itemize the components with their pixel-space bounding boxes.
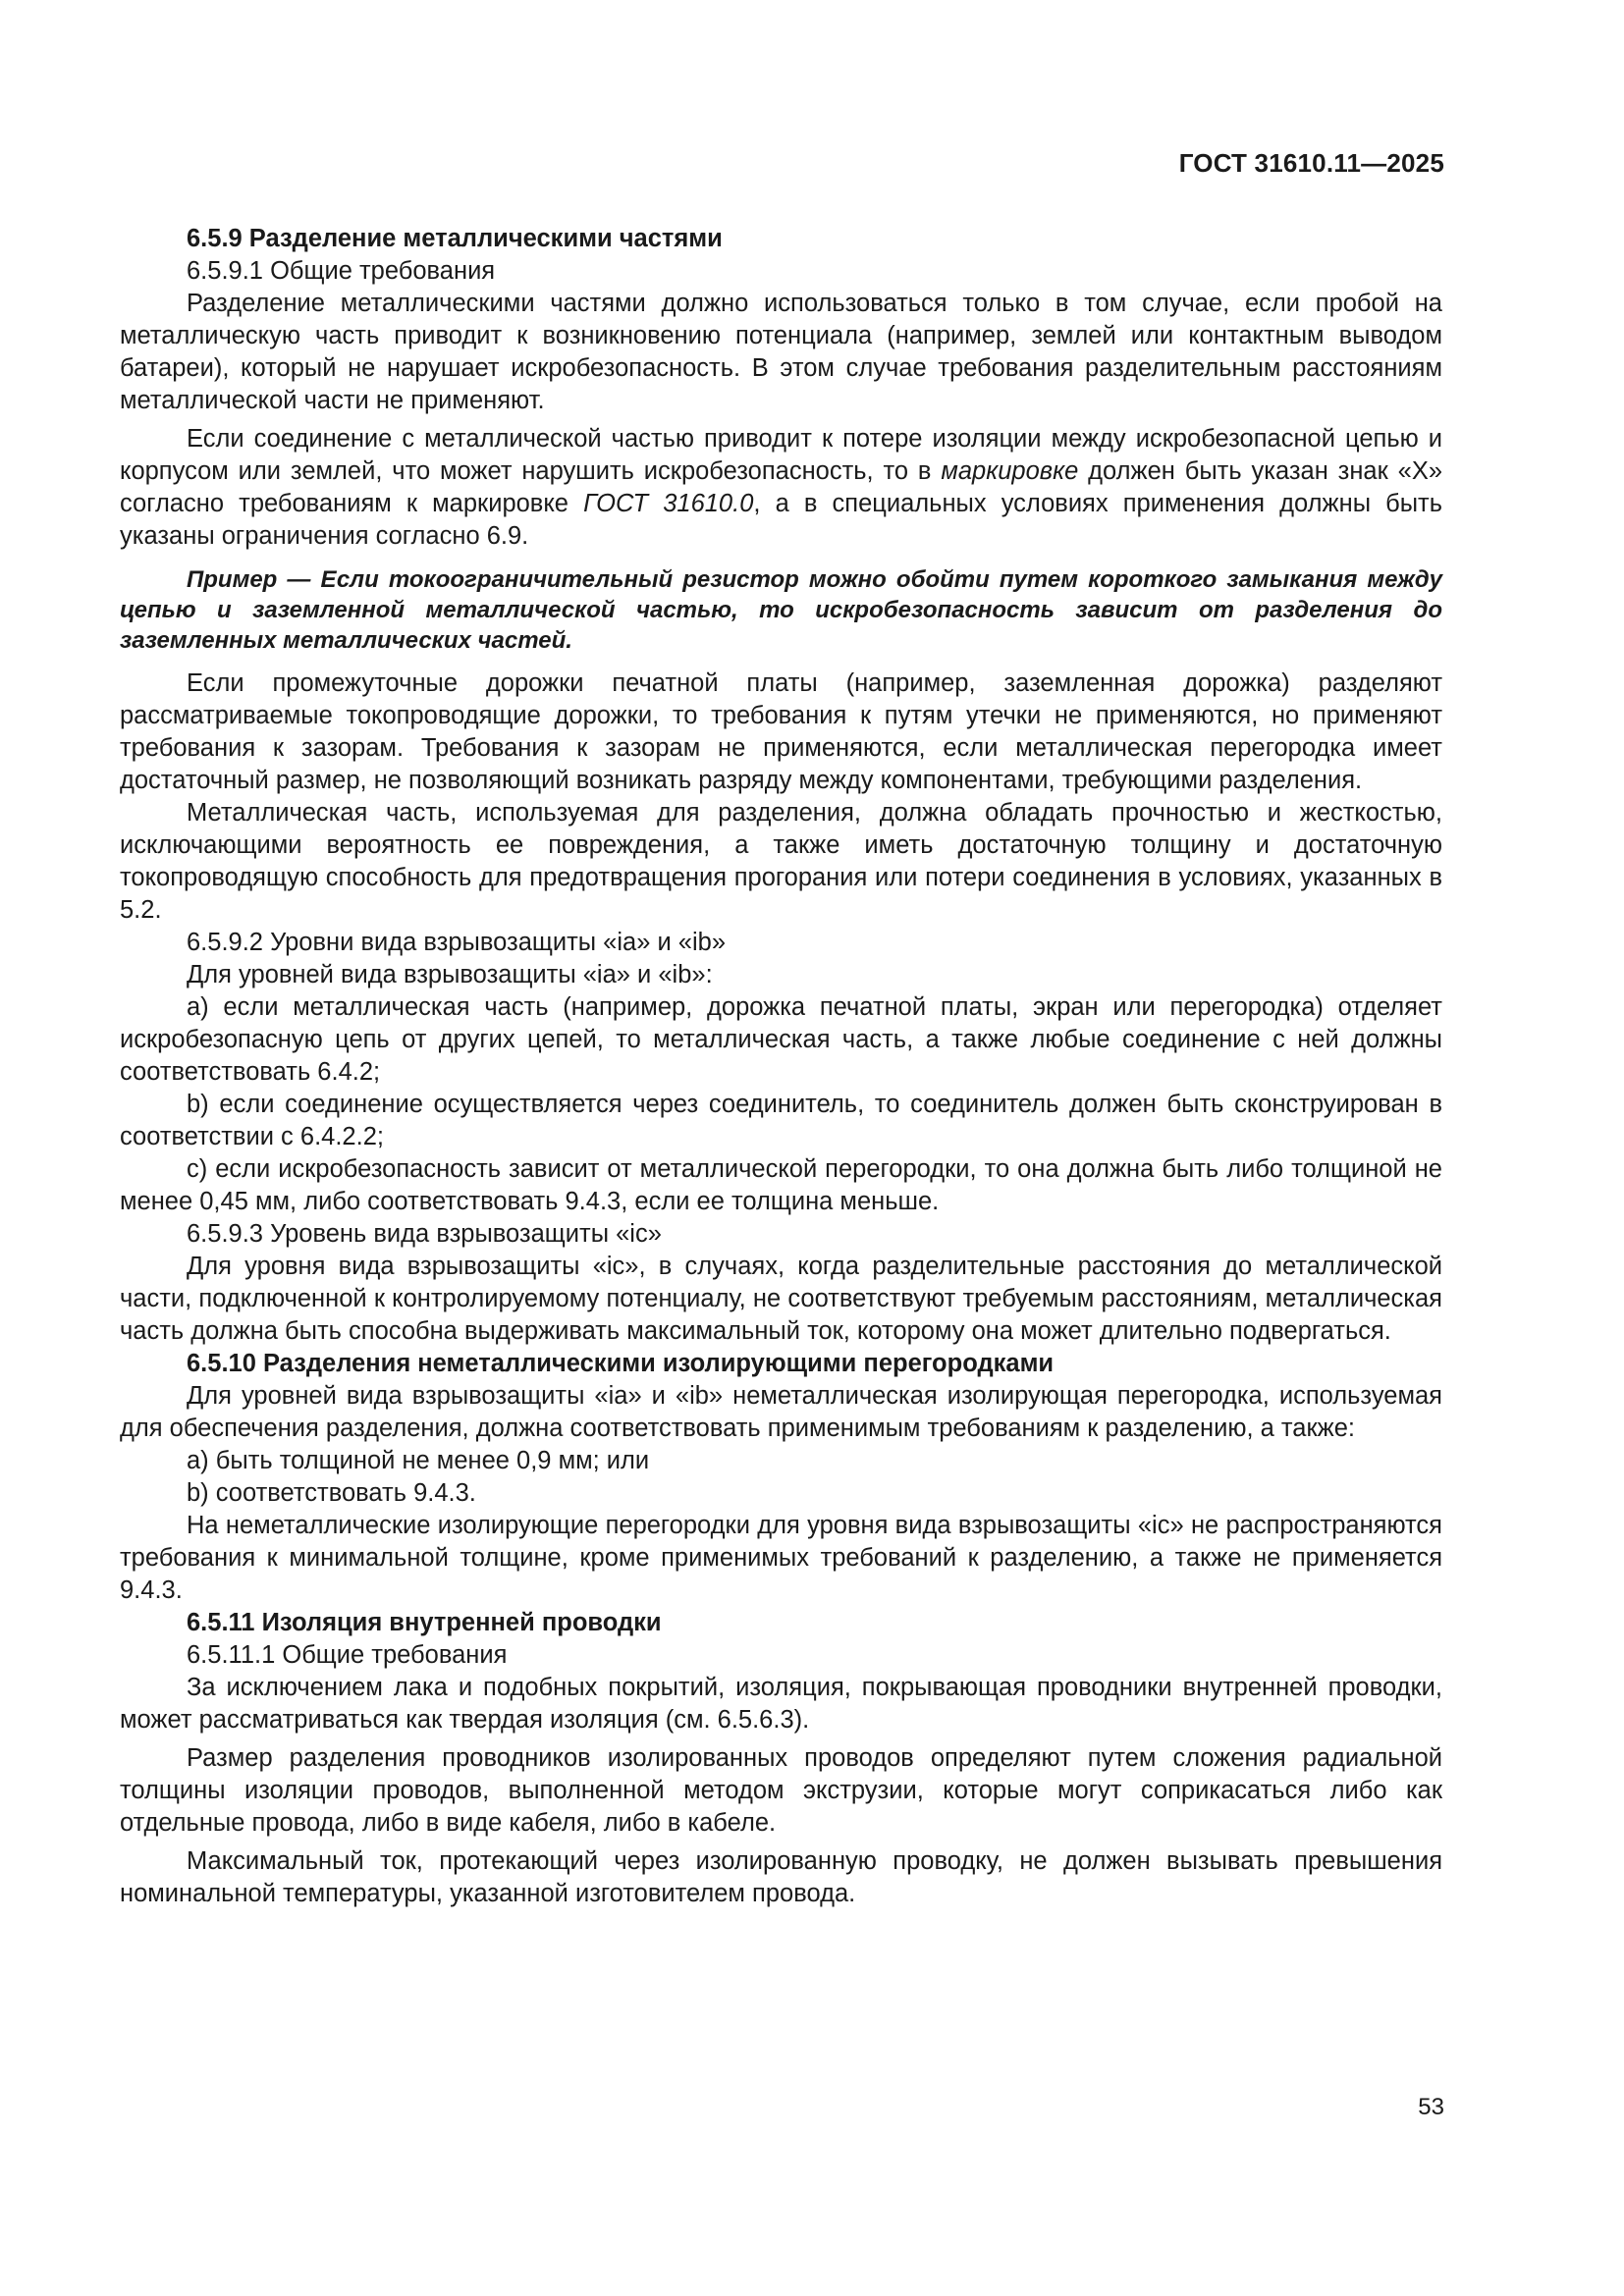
paragraph: Металлическая часть, используемая для разделения, должна обладать прочностью и жесткостью, исключающими вероятность ее повреждения, а также иметь достаточную толщину и достаточную токопроводящую способность для предотвращения прогорания или потери соединения в условиях, указанных в 5.2. [120,799,1442,924]
paragraph: Разделение металлическими частями должно использоваться только в том случае, если пробой на металлическую часть приводит к возникновению потенциала (например, землей или контактным выводом батареи), который не нарушает искробезопасность. В этом случае требования разделительным расстояниям металлической части не применяют. [120,290,1442,414]
list-item: a) если металлическая часть (например, дорожка печатной платы, экран или перегородка) отделяет искробезопасную цепь от других цепей, то металлическая часть, а также любые соединение с ней должны соответствовать 6.4.2; [120,993,1442,1086]
paragraph: На неметаллические изолирующие перегородки для уровня вида взрывозащиты «ic» не распространяются требования к минимальной толщине, кроме применимых требований к разделению, а также не применяется 9.4.3. [120,1512,1442,1604]
paragraph: Для уровня вида взрывозащиты «ic», в случаях, когда разделительные расстояния до металлической части, подключенной к контролируемому потенциалу, не соответствуют требуемым расстояниям, металлическая часть должна быть способна выдерживать максимальный ток, которому она может длительно подвергаться. [120,1253,1442,1345]
paragraph: Размер разделения проводников изолированных проводов определяют путем сложения радиальной толщины изоляции проводов, выполненной методом экструзии, которые могут соприкасаться либо как отдельные провода, либо в виде кабеля, либо в кабеле. [120,1744,1442,1837]
subsection-heading-6-5-9-2: 6.5.9.2 Уровни вида взрывозащиты «ia» и «ib» [187,929,727,956]
paragraph: Если промежуточные дорожки печатной платы (например, заземленная дорожка) разделяют рассматриваемые токопроводящие дорожки, то требования к путям утечки не применяются, но применяют требования к зазорам. Требования к зазорам не применяются, если металлическая перегородка имеет достаточный размер, не позволяющий возникать разряду между компонентами, требующими разделения. [120,669,1442,794]
document-id-header: ГОСТ 31610.11—2025 [1178,148,1444,178]
section-heading-6-5-11: 6.5.11 Изоляция внутренней проводки [187,1609,662,1636]
list-item: b) соответствовать 9.4.3. [187,1479,476,1507]
paragraph: Для уровней вида взрывозащиты «ia» и «ib»: [187,961,713,988]
page-number: 53 [1418,2094,1444,2120]
paragraph: Максимальный ток, протекающий через изолированную проводку, не должен вызывать превышения номинальной температуры, указанной изготовителем провода. [120,1847,1442,1907]
paragraph: Для уровней вида взрывозащиты «ia» и «ib» неметаллическая изолирующая перегородка, используемая для обеспечения разделения, должна соответствовать применимым требованиям к разделению, а также: [120,1382,1442,1442]
list-item: a) быть толщиной не менее 0,9 мм; или [187,1447,650,1474]
paragraph: За исключением лака и подобных покрытий, изоляция, покрывающая проводники внутренней проводки, может рассматриваться как твердая изоляция (см. 6.5.6.3). [120,1674,1442,1734]
emphasis-marking: маркировке [941,457,1079,485]
subsection-heading-6-5-9-1: 6.5.9.1 Общие требования [187,257,496,285]
document-body [120,223,1442,1910]
example-note: Пример — Если токоограничительный резистор можно обойти путем короткого замыкания между цепью и заземленной металлической частью, то искробезопасность зависит от разделения до заземленных металлических частей. [120,566,1442,654]
standard-reference: ГОСТ 31610.0 [583,490,754,517]
paragraph: Если соединение с металлической частью приводит к потере изоляции между искробезопасной цепью и корпусом или землей, что может нарушить искробезопасность, то в маркировке должен быть указан знак «X» согласно требованиям к маркировке ГОСТ 31610.0, а в специальных условиях применения должны быть указаны ограничения согласно 6.9. [120,425,1443,550]
subsection-heading-6-5-11-1: 6.5.11.1 Общие требования [187,1641,508,1669]
section-heading-6-5-9: 6.5.9 Разделение металлическими частями [187,225,723,252]
section-heading-6-5-10: 6.5.10 Разделения неметаллическими изолирующими перегородками [187,1350,1055,1377]
list-item: c) если искробезопасность зависит от металлической перегородки, то она должна быть либо толщиной не менее 0,45 мм, либо соответствовать 9.4.3, если ее толщина меньше. [120,1155,1442,1215]
list-item: b) если соединение осуществляется через соединитель, то соединитель должен быть сконструирован в соответствии с 6.4.2.2; [120,1091,1442,1150]
subsection-heading-6-5-9-3: 6.5.9.3 Уровень вида взрывозащиты «ic» [187,1220,662,1248]
